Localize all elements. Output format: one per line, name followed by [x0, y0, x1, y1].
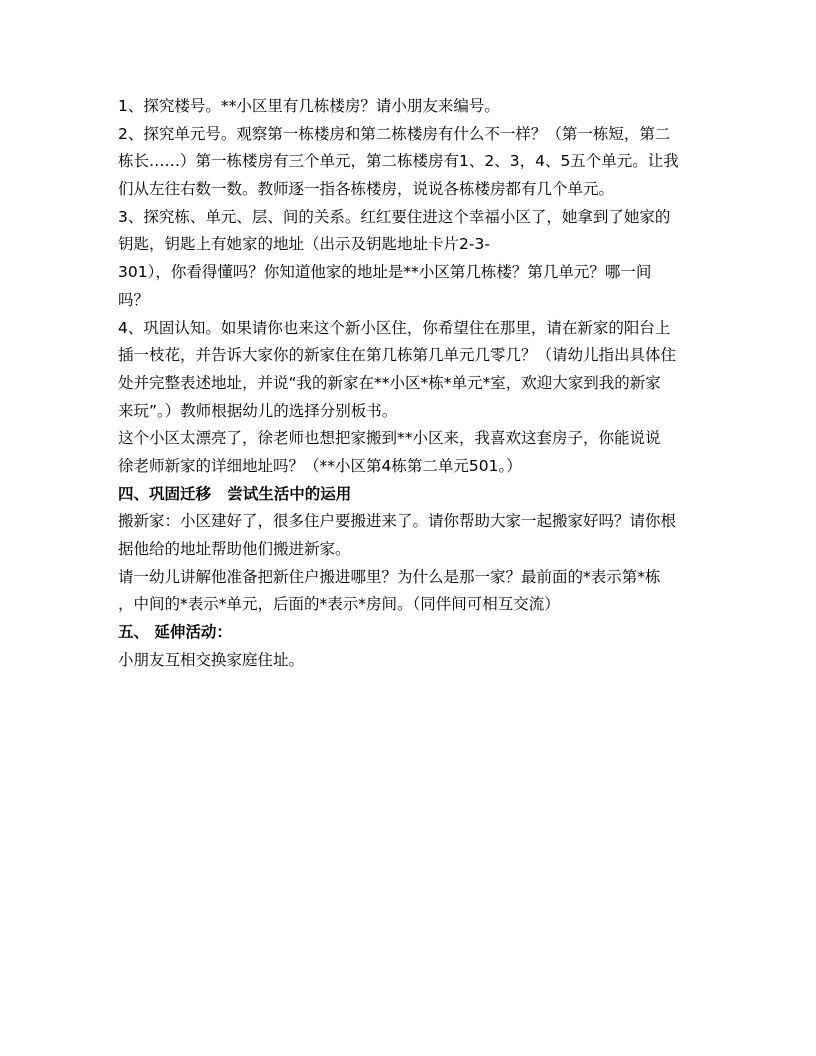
paragraph-line: 来玩”。）教师根据幼儿的选择分别板书。: [118, 401, 398, 420]
paragraph-line: 搬新家：小区建好了，很多住户要搬进来了。请你帮助大家一起搬家好吗？请你根: [118, 512, 677, 531]
paragraph-line: 插一枝花，并告诉大家你的新家住在第几栋第几单元几零几？（请幼儿指出具体住: [118, 346, 677, 365]
section-heading-5: 五、 延伸活动：: [118, 623, 232, 642]
paragraph-line: 钥匙，钥匙上有她家的地址（出示及钥匙地址卡片2-3-: [118, 235, 490, 254]
paragraph-line: ，中间的*表示*单元，后面的*表示*房间。（同伴间可相互交流）: [118, 595, 560, 614]
paragraph-line: 小朋友互相交换家庭住址。: [118, 650, 305, 669]
paragraph-line: 这个小区太漂亮了，徐老师也想把家搬到**小区来，我喜欢这套房子，你能说说: [118, 429, 661, 448]
paragraph-line: 吗？: [118, 290, 150, 309]
paragraph-line: 2、探究单元号。观察第一栋楼房和第二栋楼房有什么不一样？（第一栋短，第二: [118, 124, 671, 143]
paragraph-line: 1、探究楼号。**小区里有几栋楼房？请小朋友来编号。: [118, 97, 500, 115]
paragraph-line: 4、巩固认知。如果请你也来这个新小区住，你希望住在那里，请在新家的阳台上: [118, 318, 671, 337]
paragraph-line: 请一幼儿讲解他准备把新住户搬进哪里？为什么是那一家？最前面的*表示第*栋: [118, 567, 661, 586]
paragraph-line: 处并完整表述地址，并说“我的新家在**小区*栋*单元*室，欢迎大家到我的新家: [118, 373, 661, 392]
document-body: [118, 93, 703, 674]
paragraph-line: 据他给的地址帮助他们搬进新家。: [118, 540, 351, 558]
paragraph-line: 栋长……）第一栋楼房有三个单元，第二栋楼房有1、2、3，4、5五个单元。让我: [118, 152, 679, 171]
paragraph-line: 们从左往右数一数。教师逐一指各栋楼房，说说各栋楼房都有几个单元。: [118, 180, 615, 199]
paragraph-line: 徐老师新家的详细地址吗？（**小区第4栋第二单元501。）: [118, 456, 522, 475]
paragraph-line: 3、探究栋、单元、层、间的关系。红红要住进这个幸福小区了，她拿到了她家的: [118, 207, 671, 226]
paragraph-line: 301），你看得懂吗？你知道他家的地址是**小区第几栋楼？第几单元？哪一间: [118, 263, 652, 282]
section-heading-4: 四、巩固迁移 尝试生活中的运用: [118, 484, 352, 503]
